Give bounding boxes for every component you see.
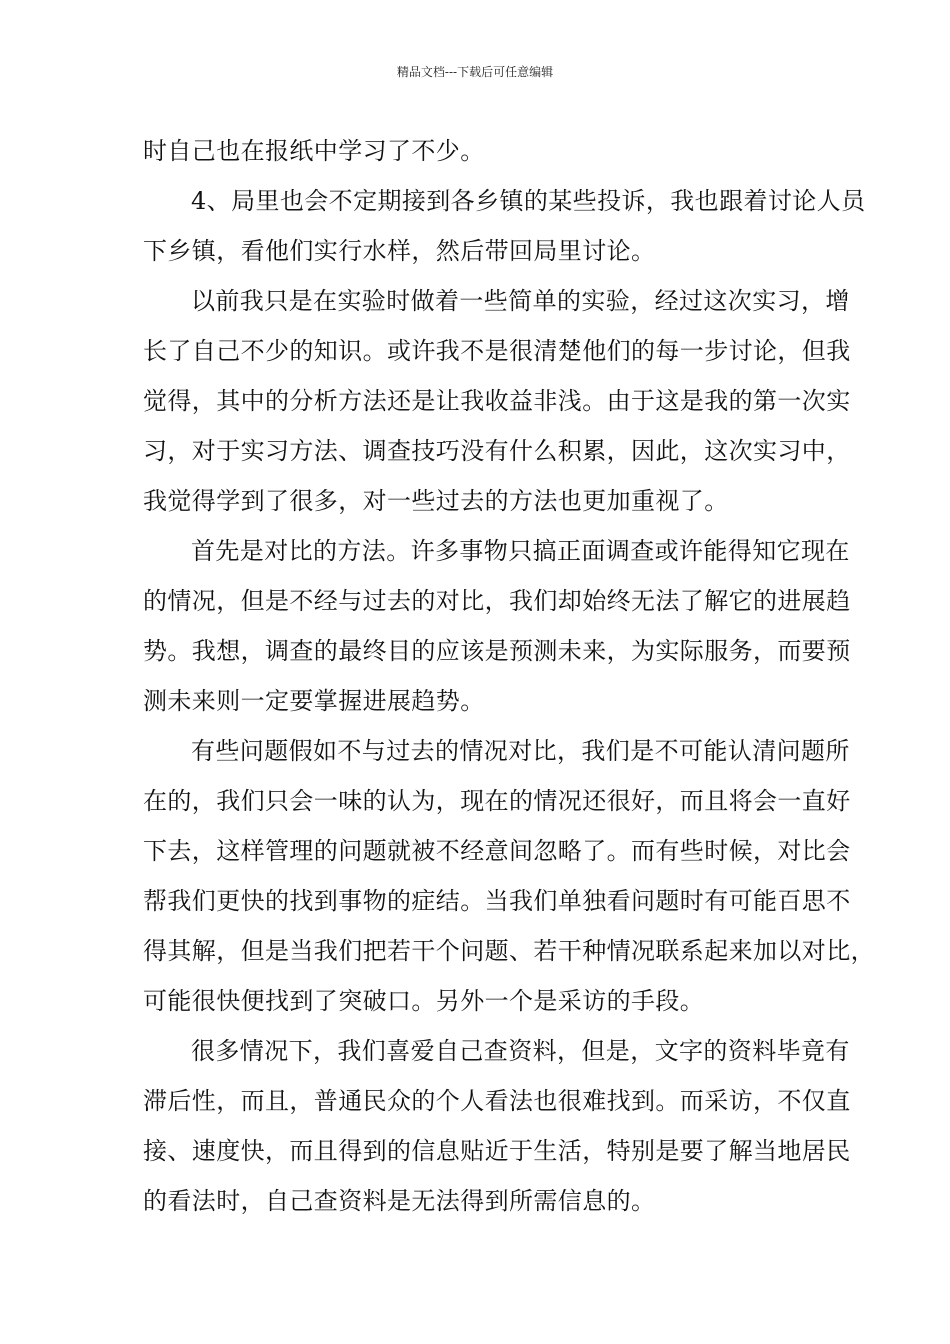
text-line: 习，对于实习方法、调查技巧没有什么积累，因此，这次实习中， — [143, 437, 851, 465]
text-line: 下乡镇，看他们实行水样，然后带回局里讨论。 — [143, 237, 656, 265]
text-line: 在的，我们只会一味的认为，现在的情况还很好，而且将会一直好 — [143, 787, 851, 815]
page-header: 精品文档---下载后可任意编辑 — [396, 65, 554, 79]
text-line: 滞后性，而且，普通民众的个人看法也很难找到。而采访，不仅直 — [143, 1087, 851, 1115]
text-line: 可能很快便找到了突破口。另外一个是采访的手段。 — [143, 987, 705, 1015]
document-body — [143, 132, 875, 1232]
text-line: 的情况，但是不经与过去的对比，我们却始终无法了解它的进展趋 — [143, 587, 851, 615]
text-line: 首先是对比的方法。许多事物只搞正面调查或许能得知它现在 — [191, 537, 850, 565]
text-line: 很多情况下，我们喜爱自己查资料，但是，文字的资料毕竟有 — [191, 1037, 850, 1065]
text-line: 测未来则一定要掌握进展趋势。 — [143, 687, 485, 715]
text-line: 有些问题假如不与过去的情况对比，我们是不可能认清问题所 — [191, 737, 850, 765]
text-line: 帮我们更快的找到事物的症结。当我们单独看问题时有可能百思不 — [143, 887, 851, 915]
text-line: 觉得，其中的分析方法还是让我收益非浅。由于这是我的第一次实 — [143, 387, 851, 415]
text-line: 以前我只是在实验时做着一些简单的实验，经过这次实习，增 — [191, 287, 850, 315]
text-line: 接、速度快，而且得到的信息贴近于生活，特别是要了解当地居民 — [143, 1137, 851, 1165]
text-line: 下去，这样管理的问题就被不经意间忽略了。而有些时候，对比会 — [143, 837, 851, 865]
text-line: 势。我想，调查的最终目的应该是预测未来，为实际服务，而要预 — [143, 637, 851, 665]
text-line: 时自己也在报纸中学习了不少。 — [143, 137, 485, 165]
text-line: 长了自己不少的知识。或许我不是很清楚他们的每一步讨论，但我 — [143, 337, 851, 365]
text-line: 我觉得学到了很多，对一些过去的方法也更加重视了。 — [143, 487, 729, 515]
text-line: 4、局里也会不定期接到各乡镇的某些投诉，我也跟着讨论人员 — [191, 187, 866, 215]
text-line: 的看法时，自己查资料是无法得到所需信息的。 — [143, 1187, 656, 1215]
text-line: 得其解，但是当我们把若干个问题、若干种情况联系起来加以对比， — [143, 937, 875, 965]
